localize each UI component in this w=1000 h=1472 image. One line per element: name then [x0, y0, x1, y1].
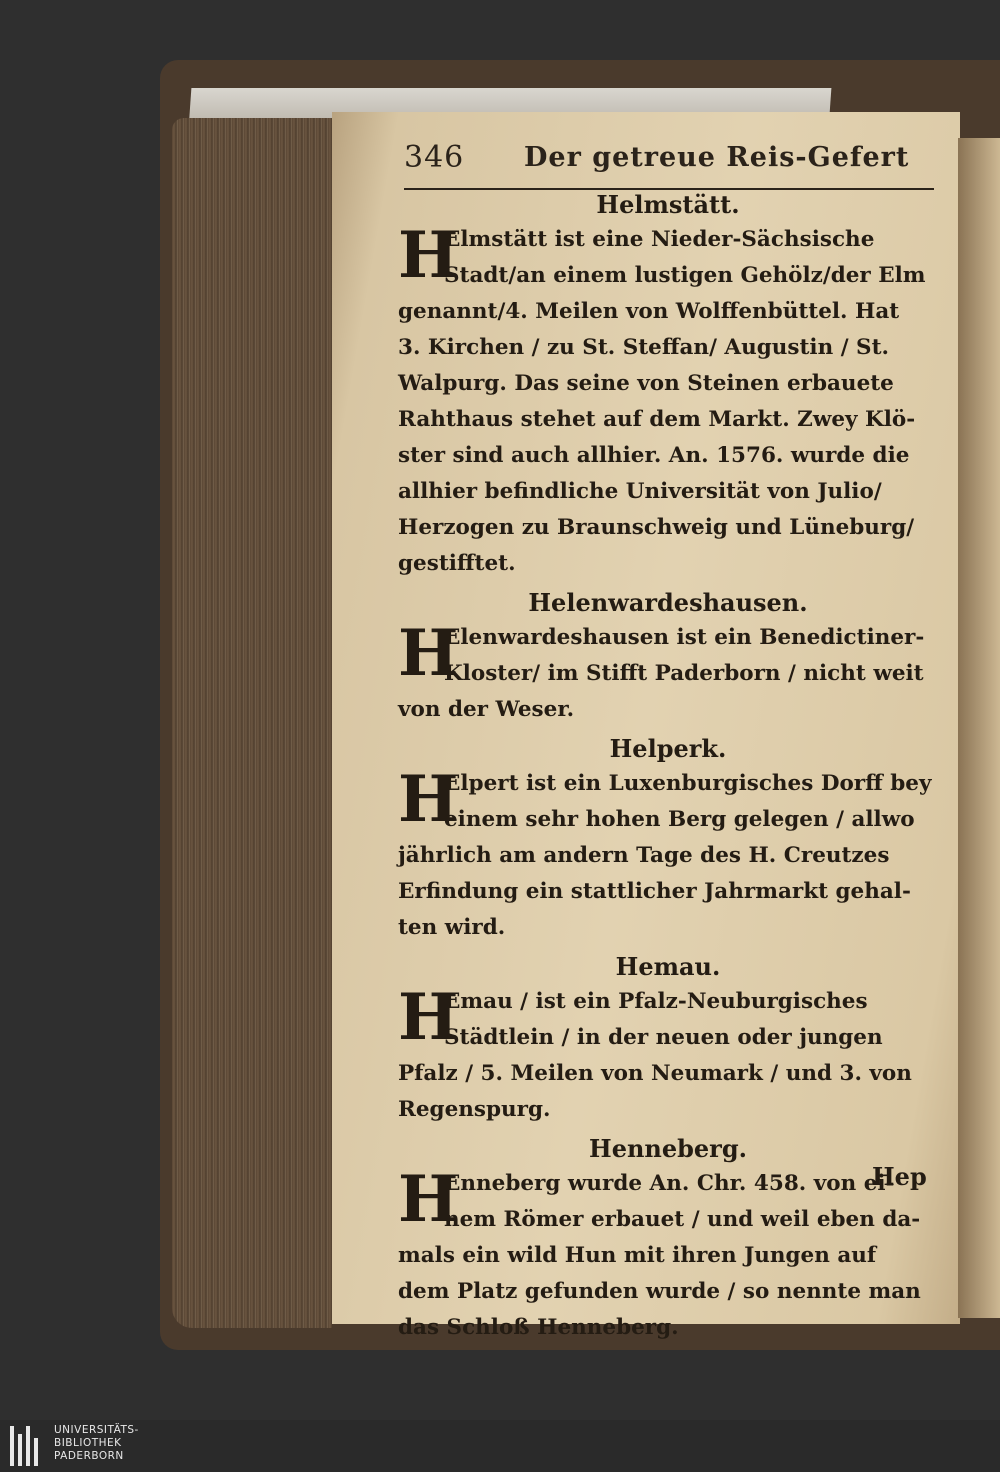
text-line: genannt/4. Meilen von Wolffenbüttel. Hat: [398, 299, 900, 324]
page-header: [404, 140, 934, 190]
entry-helperk: [398, 734, 938, 946]
entry-body: [398, 616, 938, 728]
entry-helmstaett: [398, 190, 938, 582]
text-line: dem Platz gefunden wurde / so nennte man: [398, 1279, 921, 1304]
text-line: allhier befindliche Universität von Julio/: [398, 479, 882, 504]
library-name-line: UNIVERSITÄTS-: [54, 1424, 139, 1436]
library-name-line: PADERBORN: [54, 1450, 124, 1462]
entry-heading: Helmstätt.: [596, 190, 740, 219]
text-line: Herzogen zu Braunschweig und Lüneburg/: [398, 515, 915, 540]
drop-cap: H: [398, 218, 459, 293]
text-line: Enneberg wurde An. Chr. 458. von ei-: [444, 1171, 895, 1196]
text-line: ster sind auch allhier. An. 1576. wurde die: [398, 443, 910, 468]
entry-helenwardeshausen: [398, 588, 938, 728]
text-line: mals ein wild Hun mit ihren Jungen auf: [398, 1243, 877, 1268]
drop-cap: H: [398, 616, 459, 691]
entry-body: [398, 1162, 938, 1346]
entry-heading: Helperk.: [609, 734, 727, 763]
entry-body: [398, 980, 938, 1128]
text-line: gestifftet.: [398, 551, 516, 576]
text-line: 3. Kirchen / zu St. Steffan/ Augustin / St.: [398, 335, 889, 360]
text-line: jährlich am andern Tage des H. Creutzes: [398, 843, 890, 868]
library-footer: [0, 1420, 1000, 1472]
text-line: Elenwardeshausen ist ein Benedictiner-: [444, 625, 925, 650]
text-block: [398, 190, 938, 1352]
text-line: Erfindung ein stattlicher Jahrmarkt gehal-: [398, 879, 911, 904]
text-line: Regenspurg.: [398, 1097, 551, 1122]
text-line: Elmstätt ist eine Nieder-Sächsische: [444, 227, 875, 252]
entry-heading: Henneberg.: [589, 1134, 747, 1163]
entry-heading: Helenwardeshausen.: [528, 588, 808, 617]
library-name: [54, 1424, 139, 1463]
entry-henneberg: [398, 1134, 938, 1346]
library-logo-icon: [10, 1426, 46, 1466]
facing-page-edge: [958, 138, 1000, 1318]
entry-heading: Hemau.: [615, 952, 721, 981]
text-line: ten wird.: [398, 915, 506, 940]
text-line: Stadt/an einem lustigen Gehölz/der Elm: [444, 263, 926, 288]
book-fore-edge: [172, 118, 332, 1328]
text-line: nem Römer erbauet / und weil eben da-: [444, 1207, 921, 1232]
page-number: 346: [404, 140, 465, 175]
text-line: Elpert ist ein Luxenburgisches Dorff bey: [444, 771, 932, 796]
drop-cap: H: [398, 980, 459, 1055]
entry-hemau: [398, 952, 938, 1128]
text-line: Walpurg. Das seine von Steinen erbauete: [398, 371, 894, 396]
catchword: Hep: [872, 1162, 927, 1191]
text-line: das Schloß Henneberg.: [398, 1315, 679, 1340]
text-line: einem sehr hohen Berg gelegen / allwo: [444, 807, 915, 832]
drop-cap: H: [398, 1162, 459, 1237]
text-line: Pfalz / 5. Meilen von Neumark / und 3. von: [398, 1061, 912, 1086]
drop-cap: H: [398, 762, 459, 837]
library-name-line: BIBLIOTHEK: [54, 1437, 122, 1449]
text-line: Emau / ist ein Pfalz-Neuburgisches: [444, 989, 868, 1014]
text-line: Rahthaus stehet auf dem Markt. Zwey Klö-: [398, 407, 916, 432]
entry-body: [398, 218, 938, 582]
text-line: Kloster/ im Stifft Paderborn / nicht weit: [444, 661, 924, 686]
text-line: Städtlein / in der neuen oder jungen: [444, 1025, 883, 1050]
running-head: Der getreue Reis-Gefert: [524, 142, 910, 173]
text-line: von der Weser.: [398, 697, 575, 722]
entry-body: [398, 762, 938, 946]
